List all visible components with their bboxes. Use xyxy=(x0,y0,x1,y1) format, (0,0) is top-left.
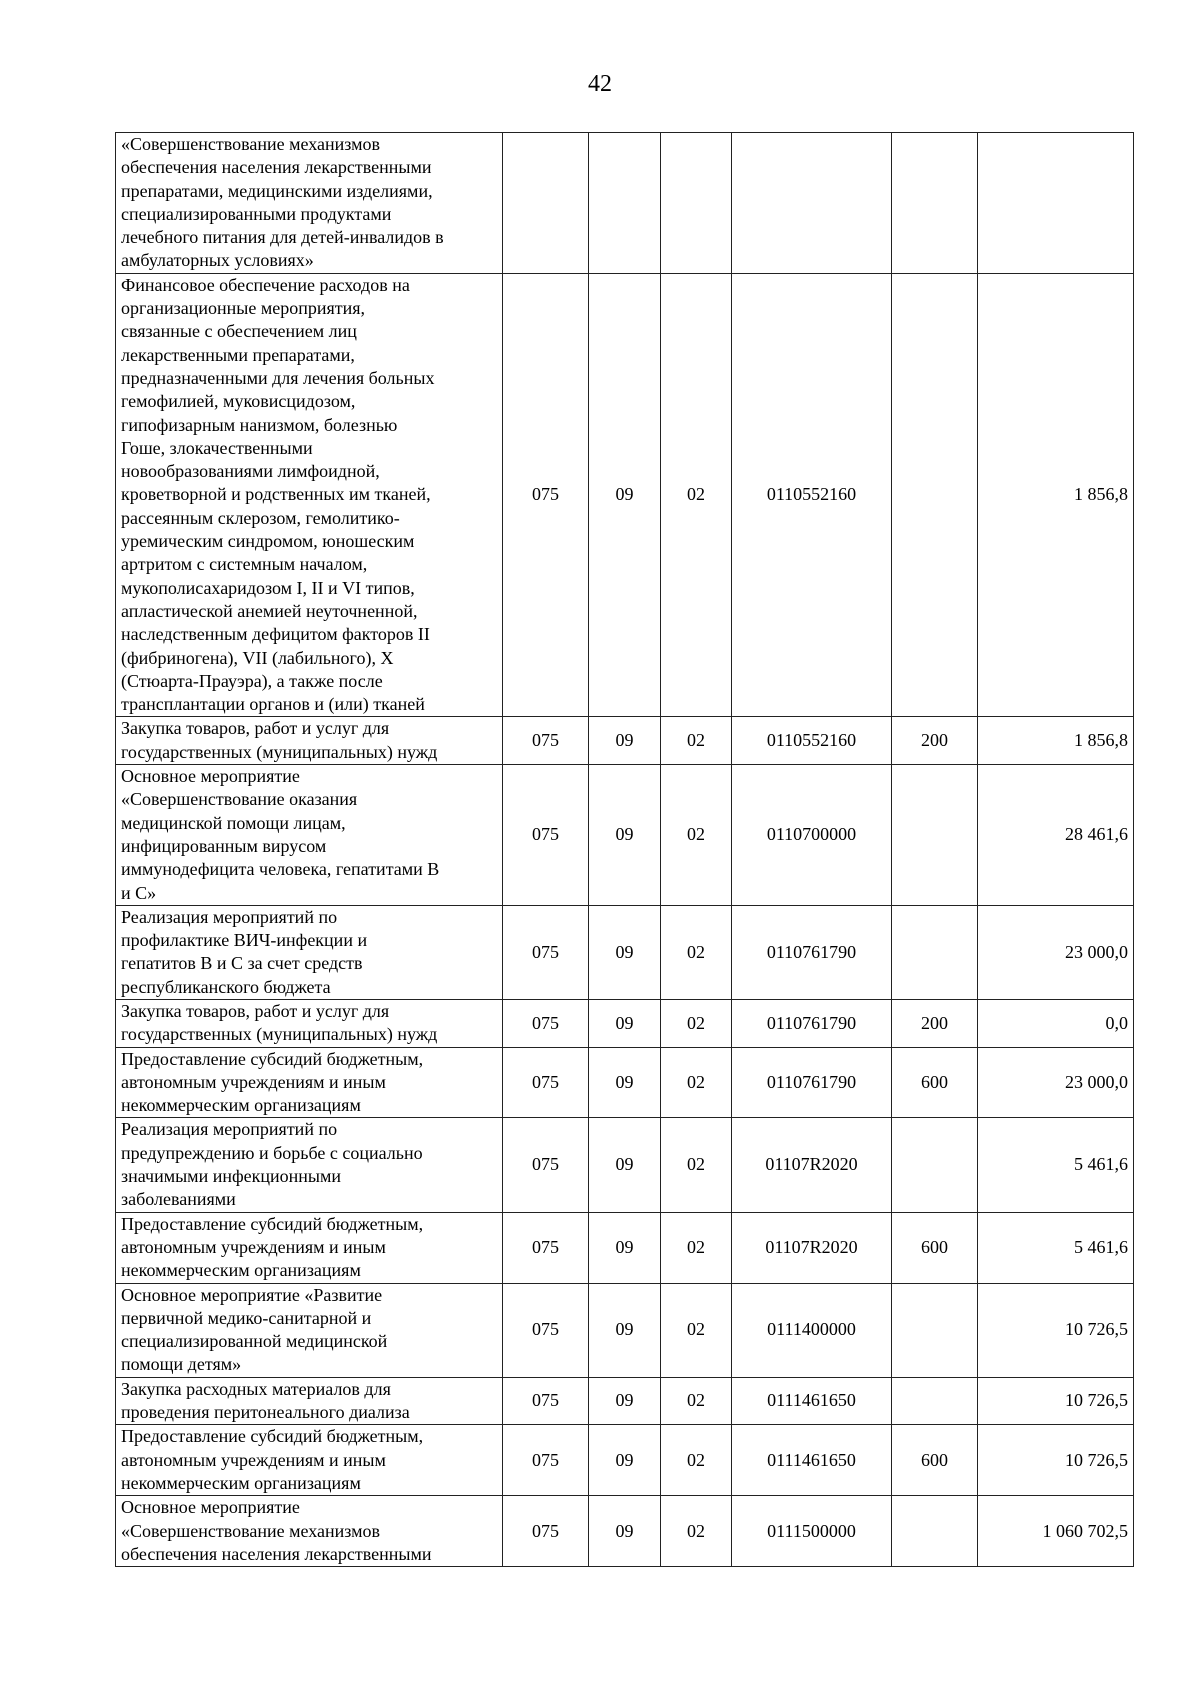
description-cell xyxy=(116,905,503,999)
admin-code-cell: 075 xyxy=(503,765,589,906)
table-row xyxy=(116,717,1134,765)
description-line: и С» xyxy=(121,882,157,903)
description-cell xyxy=(116,1496,503,1567)
table-body xyxy=(116,133,1134,1567)
description-cell xyxy=(116,1283,503,1377)
description-line: государственных (муниципальных) нужд xyxy=(121,741,438,762)
admin-code-cell: 075 xyxy=(503,273,589,717)
subsection-code-cell: 02 xyxy=(661,1212,732,1283)
target-article-cell: 0110761790 xyxy=(732,999,892,1047)
table-row xyxy=(116,905,1134,999)
target-article-cell: 0110552160 xyxy=(732,717,892,765)
amount-cell xyxy=(978,133,1134,274)
amount-cell: 1 856,8 xyxy=(978,717,1134,765)
description-line: лекарственными препаратами, xyxy=(121,344,355,365)
table-row xyxy=(116,1118,1134,1212)
budget-table xyxy=(115,132,1134,1567)
amount-cell: 10 726,5 xyxy=(978,1377,1134,1425)
section-code-cell: 09 xyxy=(589,273,661,717)
expense-type-cell: 200 xyxy=(892,717,978,765)
amount-cell: 0,0 xyxy=(978,999,1134,1047)
section-code-cell xyxy=(589,133,661,274)
subsection-code-cell: 02 xyxy=(661,765,732,906)
description-line: гепатитов В и С за счет средств xyxy=(121,953,363,974)
expense-type-cell: 600 xyxy=(892,1047,978,1118)
description-line: обеспечения населения лекарственными xyxy=(121,157,432,178)
description-line: медицинской помощи лицам, xyxy=(121,812,346,833)
description-line: артритом с системным началом, xyxy=(121,554,368,575)
description-cell xyxy=(116,1377,503,1425)
description-line: наследственным дефицитом факторов II xyxy=(121,624,430,645)
subsection-code-cell: 02 xyxy=(661,1283,732,1377)
table-row xyxy=(116,1496,1134,1567)
section-code-cell: 09 xyxy=(589,1377,661,1425)
description-line: Закупка товаров, работ и услуг для xyxy=(121,718,390,739)
table-row xyxy=(116,1212,1134,1283)
description-line: некоммерческим организациям xyxy=(121,1260,361,1281)
description-line: новообразованиями лимфоидной, xyxy=(121,461,380,482)
expense-type-cell xyxy=(892,905,978,999)
expense-type-cell xyxy=(892,1118,978,1212)
subsection-code-cell: 02 xyxy=(661,1118,732,1212)
description-line: связанные с обеспечением лиц xyxy=(121,321,357,342)
description-line: «Совершенствование механизмов xyxy=(121,1520,381,1541)
target-article-cell: 0110552160 xyxy=(732,273,892,717)
admin-code-cell: 075 xyxy=(503,1212,589,1283)
target-article-cell xyxy=(732,133,892,274)
section-code-cell: 09 xyxy=(589,1425,661,1496)
target-article-cell: 01107R2020 xyxy=(732,1212,892,1283)
description-line: специализированными продуктами xyxy=(121,203,392,224)
description-line: специализированной медицинской xyxy=(121,1331,388,1352)
description-line: инфицированным вирусом xyxy=(121,835,327,856)
admin-code-cell: 075 xyxy=(503,1377,589,1425)
admin-code-cell: 075 xyxy=(503,999,589,1047)
description-cell xyxy=(116,133,503,274)
description-cell xyxy=(116,1425,503,1496)
section-code-cell: 09 xyxy=(589,717,661,765)
description-line: апластической анемией неуточненной, xyxy=(121,600,418,621)
table-row xyxy=(116,1047,1134,1118)
expense-type-cell xyxy=(892,133,978,274)
description-line: Основное мероприятие xyxy=(121,1497,300,1518)
description-line: «Совершенствование оказания xyxy=(121,789,358,810)
subsection-code-cell: 02 xyxy=(661,999,732,1047)
table-row xyxy=(116,999,1134,1047)
description-line: Предоставление субсидий бюджетным, xyxy=(121,1426,424,1447)
description-line: Предоставление субсидий бюджетным, xyxy=(121,1048,424,1069)
admin-code-cell: 075 xyxy=(503,1118,589,1212)
description-line: обеспечения населения лекарственными xyxy=(121,1543,432,1564)
expense-type-cell xyxy=(892,1496,978,1567)
table-row xyxy=(116,1283,1134,1377)
description-line: гемофилией, муковисцидозом, xyxy=(121,391,356,412)
section-code-cell: 09 xyxy=(589,1047,661,1118)
expense-type-cell xyxy=(892,1377,978,1425)
section-code-cell: 09 xyxy=(589,1212,661,1283)
admin-code-cell: 075 xyxy=(503,1283,589,1377)
amount-cell: 23 000,0 xyxy=(978,905,1134,999)
description-line: автономным учреждениям и иным xyxy=(121,1071,386,1092)
description-line: автономным учреждениям и иным xyxy=(121,1236,386,1257)
description-line: трансплантации органов и (или) тканей xyxy=(121,694,425,715)
table-row xyxy=(116,273,1134,717)
target-article-cell: 0110761790 xyxy=(732,1047,892,1118)
description-line: Закупка товаров, работ и услуг для xyxy=(121,1000,390,1021)
description-line: Основное мероприятие xyxy=(121,766,300,787)
subsection-code-cell: 02 xyxy=(661,1496,732,1567)
description-line: Закупка расходных материалов для xyxy=(121,1378,391,1399)
description-line: заболеваниями xyxy=(121,1189,236,1210)
subsection-code-cell: 02 xyxy=(661,273,732,717)
description-line: Предоставление субсидий бюджетным, xyxy=(121,1213,424,1234)
description-cell xyxy=(116,1047,503,1118)
amount-cell: 23 000,0 xyxy=(978,1047,1134,1118)
admin-code-cell: 075 xyxy=(503,1047,589,1118)
amount-cell: 5 461,6 xyxy=(978,1118,1134,1212)
description-line: проведения перитонеального диализа xyxy=(121,1402,410,1423)
description-cell xyxy=(116,765,503,906)
expense-type-cell xyxy=(892,765,978,906)
description-line: иммунодефицита человека, гепатитами В xyxy=(121,859,440,880)
admin-code-cell: 075 xyxy=(503,717,589,765)
target-article-cell: 0111400000 xyxy=(732,1283,892,1377)
description-line: организационные мероприятия, xyxy=(121,298,366,319)
description-line: лечебного питания для детей-инвалидов в xyxy=(121,227,444,248)
description-cell xyxy=(116,1212,503,1283)
section-code-cell: 09 xyxy=(589,999,661,1047)
section-code-cell: 09 xyxy=(589,1118,661,1212)
page-number: 42 xyxy=(588,71,612,97)
description-line: государственных (муниципальных) нужд xyxy=(121,1024,438,1045)
description-line: некоммерческим организациям xyxy=(121,1095,361,1116)
section-code-cell: 09 xyxy=(589,1496,661,1567)
description-line: рассеянным склерозом, гемолитико- xyxy=(121,507,400,528)
subsection-code-cell: 02 xyxy=(661,1425,732,1496)
target-article-cell: 0110761790 xyxy=(732,905,892,999)
target-article-cell: 0110700000 xyxy=(732,765,892,906)
description-line: (Стюарта-Прауэра), а также после xyxy=(121,670,383,691)
description-line: препаратами, медицинскими изделиями, xyxy=(121,180,433,201)
description-line: автономным учреждениям и иным xyxy=(121,1449,386,1470)
description-cell xyxy=(116,999,503,1047)
description-line: (фибриногена), VII (лабильного), X xyxy=(121,647,394,668)
table-row xyxy=(116,1425,1134,1496)
admin-code-cell: 075 xyxy=(503,1425,589,1496)
admin-code-cell: 075 xyxy=(503,1496,589,1567)
amount-cell: 1 856,8 xyxy=(978,273,1134,717)
table-row xyxy=(116,133,1134,274)
description-line: «Совершенствование механизмов xyxy=(121,134,381,154)
description-line: предупреждению и борьбе с социально xyxy=(121,1142,423,1163)
amount-cell: 5 461,6 xyxy=(978,1212,1134,1283)
description-line: предназначенными для лечения больных xyxy=(121,367,435,388)
table-row xyxy=(116,1377,1134,1425)
description-line: Гоше, злокачественными xyxy=(121,437,313,458)
description-line: уремическим синдромом, юношеским xyxy=(121,531,415,552)
expense-type-cell xyxy=(892,1283,978,1377)
description-line: Финансовое обеспечение расходов на xyxy=(121,274,410,295)
description-line: значимыми инфекционными xyxy=(121,1166,342,1187)
description-line: мукополисахаридозом I, II и VI типов, xyxy=(121,577,415,598)
description-line: республиканского бюджета xyxy=(121,976,331,997)
description-line: кроветворной и родственных им тканей, xyxy=(121,484,431,505)
target-article-cell: 0111461650 xyxy=(732,1425,892,1496)
amount-cell: 1 060 702,5 xyxy=(978,1496,1134,1567)
description-line: первичной медико-санитарной и xyxy=(121,1307,372,1328)
description-line: Реализация мероприятий по xyxy=(121,906,338,927)
subsection-code-cell: 02 xyxy=(661,717,732,765)
target-article-cell: 0111500000 xyxy=(732,1496,892,1567)
description-line: гипофизарным нанизмом, болезнью xyxy=(121,414,398,435)
expense-type-cell xyxy=(892,273,978,717)
subsection-code-cell: 02 xyxy=(661,1047,732,1118)
target-article-cell: 0111461650 xyxy=(732,1377,892,1425)
description-line: помощи детям» xyxy=(121,1354,242,1375)
amount-cell: 10 726,5 xyxy=(978,1283,1134,1377)
subsection-code-cell: 02 xyxy=(661,1377,732,1425)
expense-type-cell: 200 xyxy=(892,999,978,1047)
description-cell xyxy=(116,1118,503,1212)
admin-code-cell: 075 xyxy=(503,905,589,999)
description-cell xyxy=(116,273,503,717)
description-line: Реализация мероприятий по xyxy=(121,1119,338,1140)
amount-cell: 10 726,5 xyxy=(978,1425,1134,1496)
subsection-code-cell: 02 xyxy=(661,905,732,999)
subsection-code-cell xyxy=(661,133,732,274)
section-code-cell: 09 xyxy=(589,765,661,906)
description-line: Основное мероприятие «Развитие xyxy=(121,1284,383,1305)
section-code-cell: 09 xyxy=(589,1283,661,1377)
table-row xyxy=(116,765,1134,906)
description-line: амбулаторных условиях» xyxy=(121,250,314,271)
description-line: профилактике ВИЧ-инфекции и xyxy=(121,930,368,951)
expense-type-cell: 600 xyxy=(892,1425,978,1496)
admin-code-cell xyxy=(503,133,589,274)
description-line: некоммерческим организациям xyxy=(121,1472,361,1493)
section-code-cell: 09 xyxy=(589,905,661,999)
target-article-cell: 01107R2020 xyxy=(732,1118,892,1212)
amount-cell: 28 461,6 xyxy=(978,765,1134,906)
description-cell xyxy=(116,717,503,765)
expense-type-cell: 600 xyxy=(892,1212,978,1283)
